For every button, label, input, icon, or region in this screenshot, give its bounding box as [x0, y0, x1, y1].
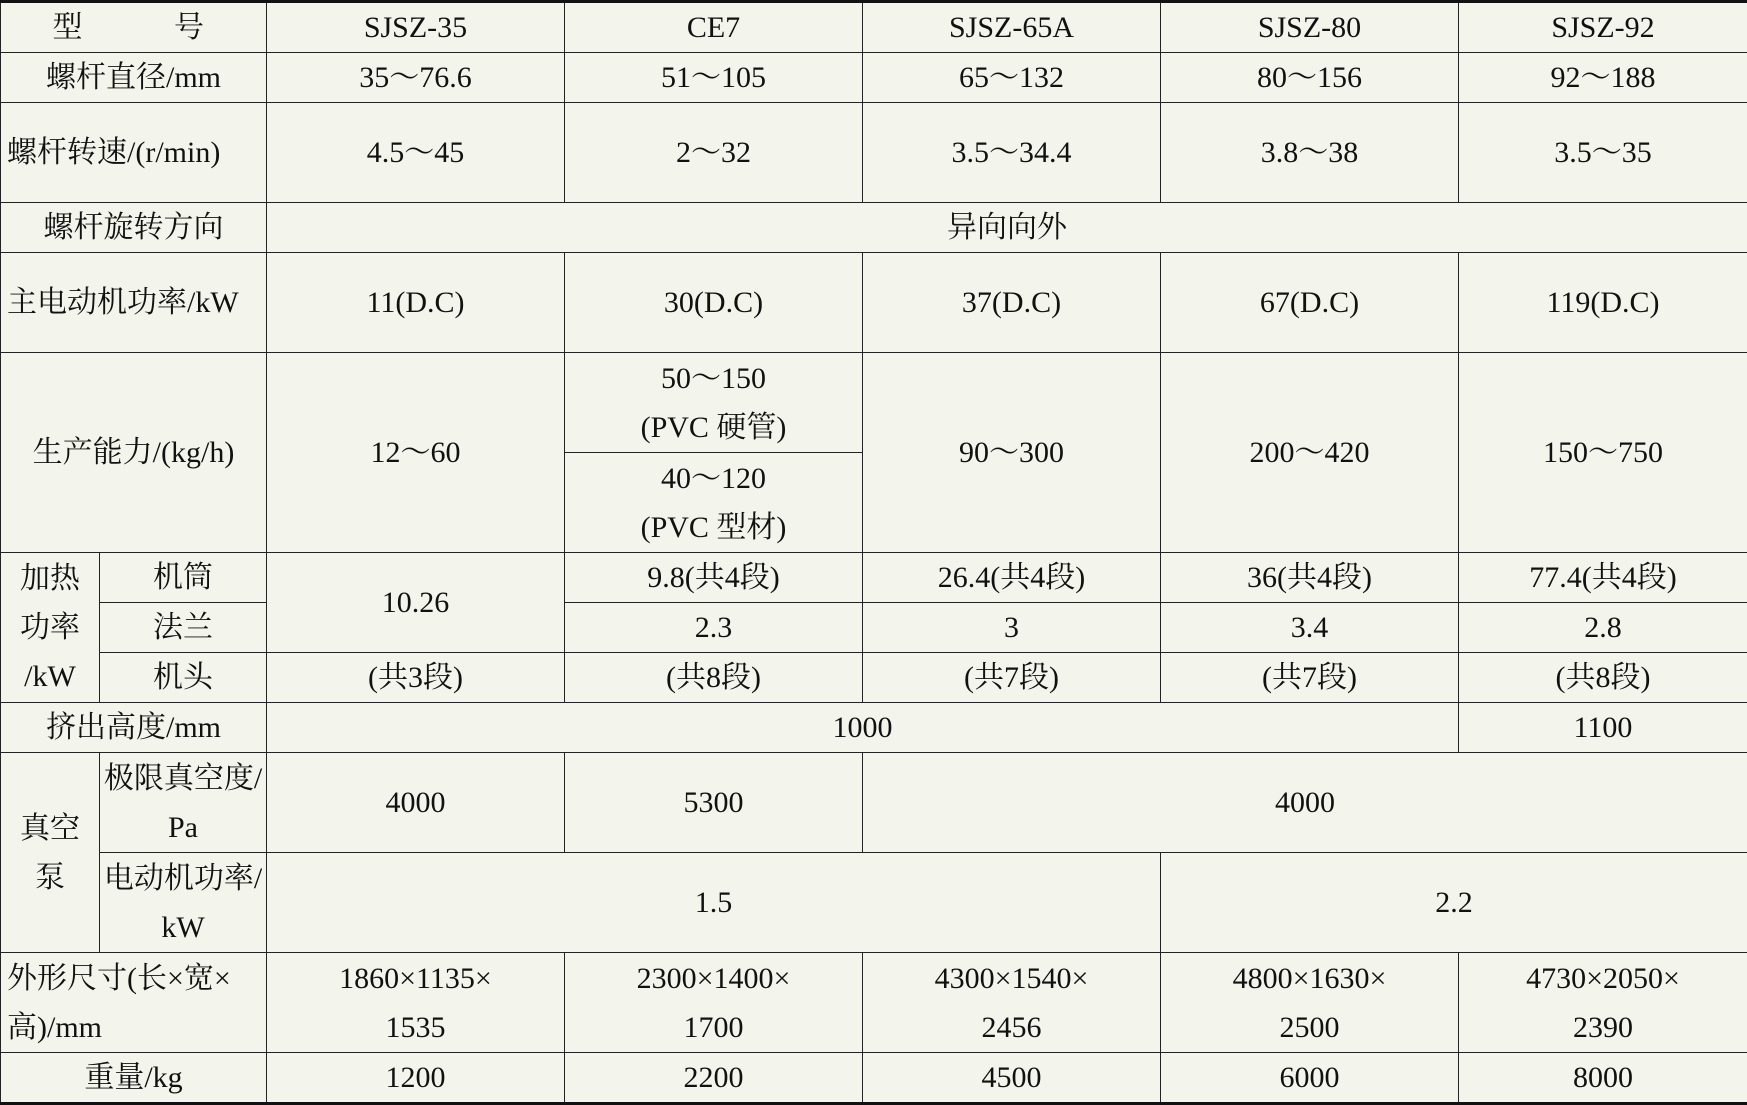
screw-speed-label: 螺杆转速/(r/min): [1, 103, 267, 203]
model-ce7: CE7: [565, 2, 863, 53]
dimensions-value: [863, 953, 1161, 1053]
dimensions-line: 1535: [267, 1003, 564, 1052]
heating-flange-value: 3: [863, 603, 1161, 653]
dimensions-line: 4300×1540×: [863, 954, 1160, 1003]
weight-label: 重量/kg: [1, 1053, 267, 1104]
vacuum-label-line: 泵: [1, 853, 99, 902]
extrusion-height-common: 1000: [267, 703, 1459, 753]
heating-head-value: (共7段): [863, 653, 1161, 703]
main-motor-label: 主电动机功率/kW: [1, 253, 267, 353]
heating-label-line: 加热: [1, 554, 99, 603]
heating-barrel-label: 机筒: [100, 553, 267, 603]
dimensions-line: 2456: [863, 1003, 1160, 1052]
dimensions-line: 2300×1400×: [565, 954, 862, 1003]
capacity-ce7-profile-note: (PVC 型材): [565, 503, 862, 552]
heating-head-value: (共7段): [1161, 653, 1459, 703]
screw-speed-value: 3.5～35: [1459, 103, 1747, 203]
model-sjsz80: SJSZ-80: [1161, 2, 1459, 53]
row-weight: [1, 1053, 1747, 1104]
heating-flange-value: 2.3: [565, 603, 863, 653]
dimensions-line: 1700: [565, 1003, 862, 1052]
ultimate-vacuum-value: 4000: [863, 753, 1747, 853]
heating-barrel-value: 9.8(共4段): [565, 553, 863, 603]
row-heating-flange: [1, 603, 1747, 653]
model-sjsz92: SJSZ-92: [1459, 2, 1747, 53]
vacuum-label-line: 真空: [1, 804, 99, 853]
row-screw-speed: [1, 103, 1747, 203]
row-vacuum-motor: [1, 853, 1747, 953]
main-motor-value: 30(D.C): [565, 253, 863, 353]
capacity-value: 200～420: [1161, 353, 1459, 553]
vacuum-group-label: [1, 753, 100, 953]
ultimate-vacuum-value: 4000: [267, 753, 565, 853]
row-heating-head: [1, 653, 1747, 703]
screw-diameter-value: 65～132: [863, 53, 1161, 103]
dimensions-label: 外形尺寸(长×宽×高)/mm: [1, 953, 267, 1053]
dimensions-value: [267, 953, 565, 1053]
heating-group-label: [1, 553, 100, 703]
extrusion-height-92: 1100: [1459, 703, 1747, 753]
screw-diameter-value: 51～105: [565, 53, 863, 103]
weight-value: 2200: [565, 1053, 863, 1104]
row-capacity: [1, 353, 1747, 453]
dimensions-line: 4800×1630×: [1161, 954, 1458, 1003]
vacuum-motor-label: 电动机功率/kW: [100, 853, 267, 953]
heating-sjsz35-value: 10.26: [267, 553, 565, 653]
weight-value: 6000: [1161, 1053, 1459, 1104]
extrusion-height-label: 挤出高度/mm: [1, 703, 267, 753]
screw-rotation-value: 异向向外: [267, 203, 1747, 253]
screw-rotation-label: 螺杆旋转方向: [1, 203, 267, 253]
vacuum-motor-value: 2.2: [1161, 853, 1747, 953]
screw-speed-value: 4.5～45: [267, 103, 565, 203]
capacity-ce7-pipe-note: (PVC 硬管): [565, 403, 862, 452]
heating-label-line: 功率: [1, 603, 99, 652]
dimensions-value: [1161, 953, 1459, 1053]
main-motor-value: 11(D.C): [267, 253, 565, 353]
ultimate-vacuum-label: 极限真空度/Pa: [100, 753, 267, 853]
row-main-motor: [1, 253, 1747, 353]
row-screw-rotation: [1, 203, 1747, 253]
screw-speed-value: 2～32: [565, 103, 863, 203]
screw-diameter-value: 35～76.6: [267, 53, 565, 103]
heating-flange-label: 法兰: [100, 603, 267, 653]
screw-diameter-label: 螺杆直径/mm: [1, 53, 267, 103]
weight-value: 4500: [863, 1053, 1161, 1104]
heating-barrel-value: 77.4(共4段): [1459, 553, 1747, 603]
row-vacuum-ultimate: [1, 753, 1747, 853]
heating-head-value: (共8段): [1459, 653, 1747, 703]
row-dimensions: [1, 953, 1747, 1053]
dimensions-value: [1459, 953, 1747, 1053]
heating-flange-value: 3.4: [1161, 603, 1459, 653]
capacity-label: 生产能力/(kg/h): [1, 353, 267, 553]
screw-diameter-value: 92～188: [1459, 53, 1747, 103]
row-heating-barrel: [1, 553, 1747, 603]
weight-value: 8000: [1459, 1053, 1747, 1104]
heating-flange-value: 2.8: [1459, 603, 1747, 653]
dimensions-line: 1860×1135×: [267, 954, 564, 1003]
heating-head-label: 机头: [100, 653, 267, 703]
capacity-value: 12～60: [267, 353, 565, 553]
capacity-value: 150～750: [1459, 353, 1747, 553]
capacity-ce7-pipe-range: 50～150: [565, 354, 862, 403]
capacity-value: 90～300: [863, 353, 1161, 553]
main-motor-value: 37(D.C): [863, 253, 1161, 353]
model-sjsz65a: SJSZ-65A: [863, 2, 1161, 53]
screw-speed-value: 3.8～38: [1161, 103, 1459, 203]
ultimate-vacuum-value: 5300: [565, 753, 863, 853]
dimensions-line: 4730×2050×: [1459, 954, 1747, 1003]
heating-barrel-value: 26.4(共4段): [863, 553, 1161, 603]
weight-value: 1200: [267, 1053, 565, 1104]
heating-head-value: (共8段): [565, 653, 863, 703]
heating-barrel-value: 36(共4段): [1161, 553, 1459, 603]
dimensions-line: 2500: [1161, 1003, 1458, 1052]
dimensions-value: [565, 953, 863, 1053]
capacity-ce7-profile: [565, 453, 863, 553]
main-motor-value: 119(D.C): [1459, 253, 1747, 353]
main-motor-value: 67(D.C): [1161, 253, 1459, 353]
heating-label-line: /kW: [1, 652, 99, 701]
model-label: 型 号: [1, 2, 267, 53]
capacity-ce7-pipe: [565, 353, 863, 453]
screw-speed-value: 3.5～34.4: [863, 103, 1161, 203]
row-screw-diameter: [1, 53, 1747, 103]
dimensions-line: 2390: [1459, 1003, 1747, 1052]
row-model: [1, 2, 1747, 53]
screw-diameter-value: 80～156: [1161, 53, 1459, 103]
capacity-ce7-profile-range: 40～120: [565, 454, 862, 503]
vacuum-motor-value: 1.5: [267, 853, 1161, 953]
model-sjsz35: SJSZ-35: [267, 2, 565, 53]
row-extrusion-height: [1, 703, 1747, 753]
heating-sjsz35-segments: (共3段): [267, 653, 565, 703]
